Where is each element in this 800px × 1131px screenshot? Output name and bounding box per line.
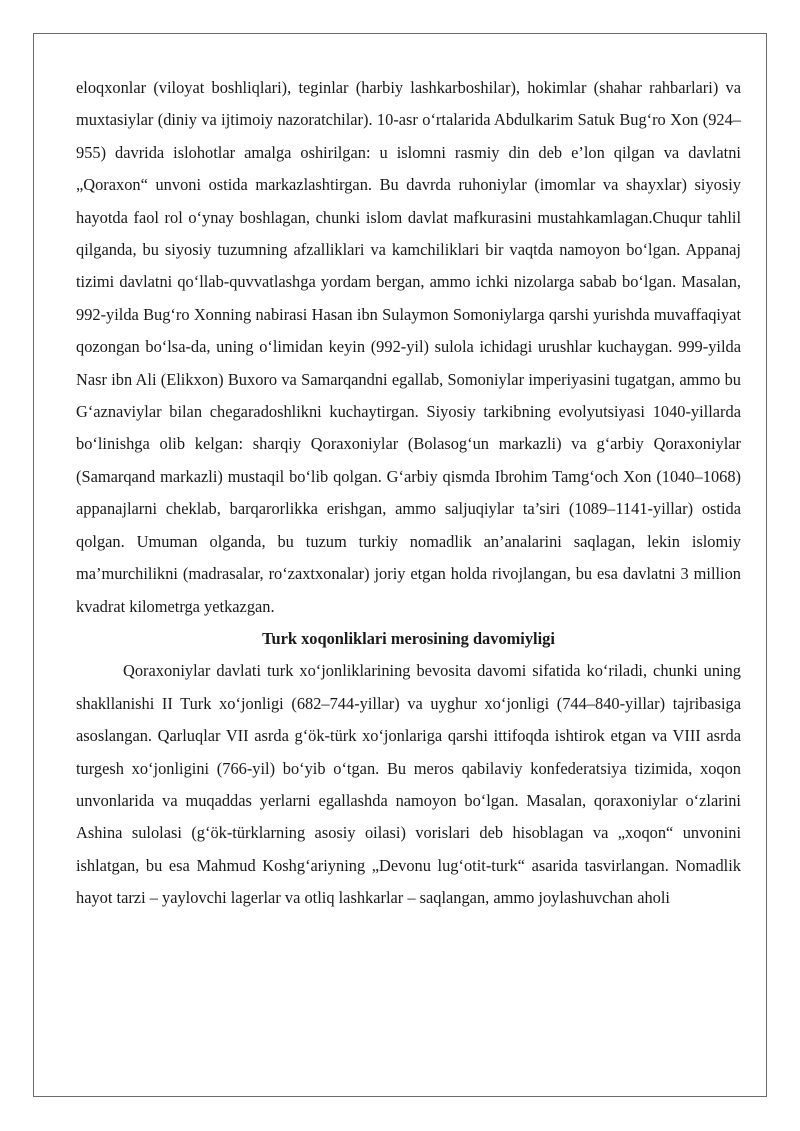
body-paragraph: Qoraxoniylar davlati turk xo‘jonliklarining bevosita davomi sifatida ko‘riladi, chunki uning shakllanishi II Turk xo‘jonligi (682–744-yillar) va uyghur xo‘jonligi (744–840-yillar) tajribasiga asoslangan. Qarluqlar VII asrda g‘ök-türk xo‘jonlariga qarshi ittifoqda ishtirok etgan va VIII asrda turgesh xo‘jonligini (766-yil) bo‘yib o‘tgan. Bu meros qabilaviy konfederatsiya tizimida, xoqon unvonlarida va muqaddas yerlarni egallashda namoyon bo‘lgan. Masalan, qoraxoniylar o‘zlarini Ashina sulolasi (g‘ök-türklarning asosiy oilasi) vorislari deb hisoblagan va „xoqon“ unvonini ishlatgan, bu esa Mahmud Koshg‘ariyning „Devonu lug‘otit-turk“ asarida tasvirlangan. Nomadlik hayot tarzi – yaylovchi lagerlar va otliq lashkarlar – saqlangan, ammo joylashuvchan aholi	[76, 661, 741, 908]
body-paragraph: eloqxonlar (viloyat boshliqlari), teginlar (harbiy lashkarboshilar), hokimlar (shahar rahbarlari) va muxtasiylar (diniy va ijtimoiy nazoratchilar). 10-asr o‘rtalarida Abdulkarim Satuk Bug‘ro Xon (924–955) davrida islohotlar amalga oshirilgan: u islomni rasmiy din deb e’lon qilgan va davlatni „Qoraxon“ unvoni ostida markazlashtirgan. Bu davrda ruhoniylar (imomlar va shayxlar) siyosiy hayotda faol rol o‘ynay boshlagan, chunki islom davlat mafkurasini mustahkamlagan.Chuqur tahlil qilganda, bu siyosiy tuzumning afzalliklari va kamchiliklari bir vaqtda namoyon bo‘lgan. Appanaj tizimi davlatni qo‘llab-quvvatlashga yordam bergan, ammo ichki nizolarga sabab bo‘lgan. Masalan, 992-yilda Bug‘ro Xonning nabirasi Hasan ibn Sulaymon Somoniylarga qarshi yurishda muvaffaqiyat qozongan bo‘lsa-da, uning o‘limidan keyin (992-yil) sulola ichidagi urushlar kuchaygan. 999-yilda Nasr ibn Ali (Elikxon) Buxoro va Samarqandni egallab, Somoniylar imperiyasini tugatgan, ammo bu G‘aznaviylar bilan chegaradoshlikni kuchaytirgan. Siyosiy tarkibning evolyutsiyasi 1040-yillarda bo‘linishga olib kelgan: sharqiy Qoraxoniylar (Bolasog‘un markazli) va g‘arbiy Qoraxoniylar (Samarqand markazli) mustaqil bo‘lib qolgan. G‘arbiy qismda Ibrohim Tamg‘och Xon (1040–1068) appanajlarni cheklab, barqarorlikka erishgan, ammo saljuqiylar ta’siri (1089–1141-yillar) ostida qolgan. Umuman olganda, bu tuzum turkiy nomadlik an’analarini saqlagan, lekin islomiy ma’murchilikni (madrasalar, ro‘zaxtxonalar) joriy etgan holda rivojlangan, bu esa davlatni 3 million kvadrat kilometrga yetkazgan.	[76, 78, 741, 616]
section-heading: Turk xoqonliklari merosining davomiyligi	[262, 628, 555, 648]
document-body	[76, 72, 741, 915]
